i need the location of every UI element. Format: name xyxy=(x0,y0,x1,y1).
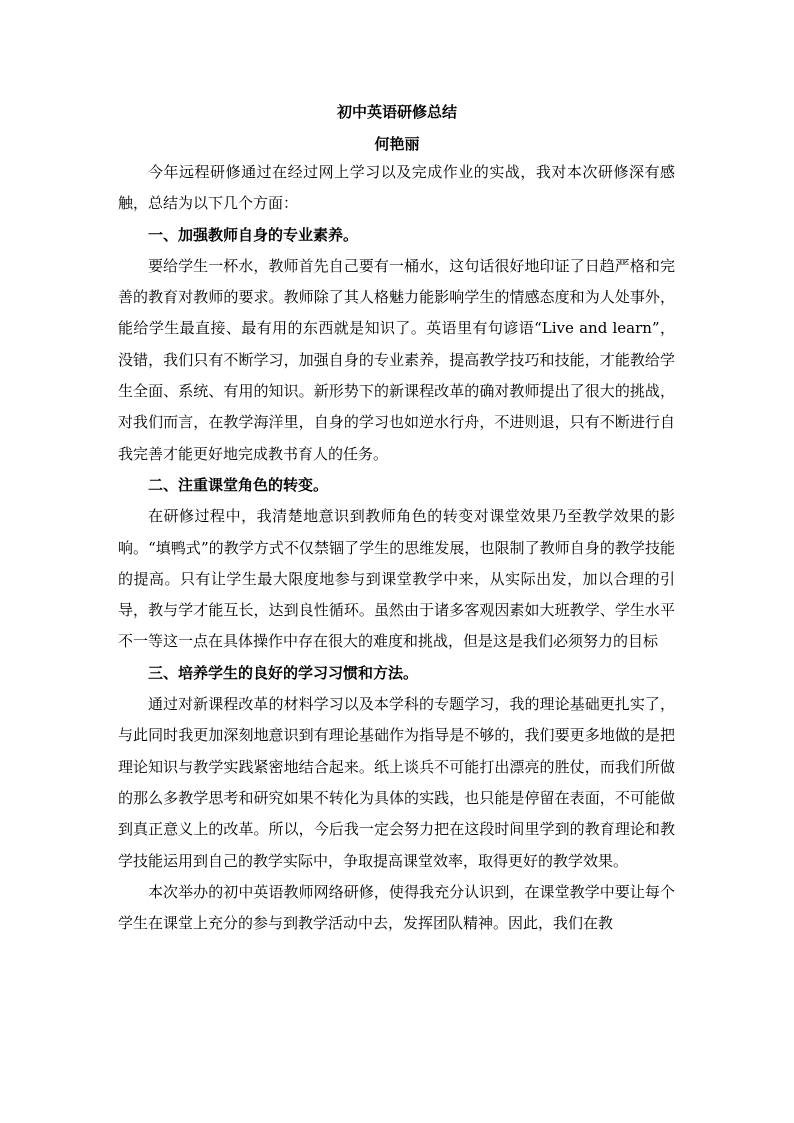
document-title: 初中英语研修总结 xyxy=(336,103,457,121)
intro-paragraph: 今年远程研修通过在经过网上学习以及完成作业的实战，我对本次研修深有感触，总结为以下几个方面： xyxy=(118,163,675,213)
section-heading-1: 一、加强教师自身的专业素养。 xyxy=(148,225,359,244)
closing-paragraph: 本次举办的初中英语教师网络研修，使得我充分认识到，在课堂教学中要让每个学生在课堂上充分的参与到教学活动中去，发挥团队精神。因此，我们在教 xyxy=(118,882,675,933)
section-heading-2: 二、注重课堂角色的转变。 xyxy=(148,475,329,494)
section-1-paragraph: 要给学生一杯水，教师首先自己要有一桶水，这句话很好地印证了日趋严格和完善的教育对教师的要求。教师除了其人格魅力能影响学生的情感态度和为人处事外，能给学生最直接、最有用的东西就是知识了。英语里有句谚语“Live and learn”，没错，我们只有不断学习，加强自身的专业素养，提高教学技巧和技能，才能教给学生全面、系统、有用的知识。新形势下的新课程改革的确对教师提出了很大的挑战，对我们而言，在教学海洋里，自身的学习也如逆水行舟，不进则退，只有不断进行自我完善才能更好地完成教书育人的任务。 xyxy=(118,256,675,463)
document-body xyxy=(118,157,675,939)
section-heading-3: 三、培养学生的良好的学习习惯和方法。 xyxy=(148,663,419,682)
document-author: 何艳丽 xyxy=(374,135,420,153)
section-3-paragraph: 通过对新课程改革的材料学习以及本学科的专题学习，我的理论基础更扎实了，与此同时我更加深刻地意识到有理论基础作为指导是不够的，我们要更多地做的是把理论知识与教学实践紧密地结合起来。纸上谈兵不可能打出漂亮的胜仗，而我们所做的那么多教学思考和研究如果不转化为具体的实践，也只能是停留在表面，不可能做到真正意义上的改革。所以，今后我一定会努力把在这段时间里学到的教育理论和教学技能运用到自己的教学实际中，争取提高课堂效率，取得更好的教学效果。 xyxy=(118,695,675,870)
section-2-paragraph: 在研修过程中，我清楚地意识到教师角色的转变对课堂效果乃至教学效果的影响。“填鸭式”的教学方式不仅禁锢了学生的思维发展，也限制了教师自身的教学技能的提高。只有让学生最大限度地参与到课堂教学中来，从实际出发，加以合理的引导，教与学才能互长，达到良性循环。虽然由于诸多客观因素如大班教学、学生水平不一等这一点在具体操作中存在很大的难度和挑战，但是这是我们必须努力的目标 xyxy=(118,507,675,651)
